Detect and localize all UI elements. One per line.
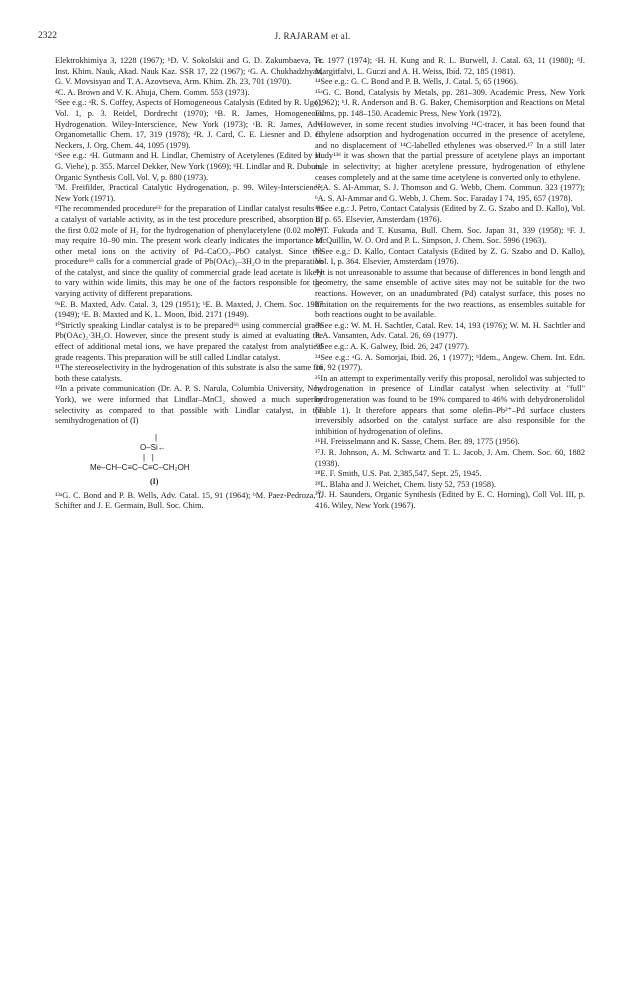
reference-entry: ¹⁶However, in some recent studies involving ¹⁴C-tracer, it has been found that ethylene adsorption and hydrogenation occurred in the presence of acetylene, and no displacement of ¹⁴C-labelled ethylenes was observed.¹⁷ In a still later study¹³ᵈ it was shown that the partial pressure of acetylene plays an important role in selectivity; at higher acetylene pressure, hydrogenation of ethylene ceases completely and at the same time acetylene is converted only to ethylene. xyxy=(315,119,585,182)
reference-entry: ¹²In a private communication (Dr. A. P. S. Narula, Columbia University, New York), we were informed that Lindlar–MnCl₂ showed a much superior selectivity as compared to that possible with Lindlar catalyst, in the semihydrogenation of (I) xyxy=(55,384,323,426)
reference-entry: ¹¹The stereoselectivity in the hydrogenation of this substrate is also the same for both these catalysts. xyxy=(55,363,323,383)
reference-entry: ²⁸E. F. Smith, U.S. Pat. 2,385,547, Sept. 25, 1945. xyxy=(315,469,482,479)
reference-entry: ²⁰See e.g.: D. Kallo, Contact Catalysis (Edited by Z. G. Szabo and D. Kallo), Vol. I, p. 364. Elsevier, Amsterdam (1976). xyxy=(315,246,585,267)
reference-entry: ¹⁹ᵃT. Fukuda and T. Kusama, Bull. Chem. Soc. Japan 31, 339 (1958); ᵇF. J. McQuillin, W. O. Ord and P. L. Simpson, J. Chem. Soc. 5996 (1963). xyxy=(315,225,585,246)
structure-line: O–Si← xyxy=(140,442,166,452)
reference-entry: ²²See e.g.: W. M. H. Sachtler, Catal. Rev. 14, 193 (1976); W. M. H. Sachtler and P. A. Vansanten, Adv. Catal. 26, 69 (1977). xyxy=(315,320,585,341)
reference-entry: ¹⁸See e.g.: J. Petro, Contact Catalysis (Edited by Z. G. Szabo and D. Kallo), Vol. II, p. 65. Elsevier, Amsterdam (1976). xyxy=(315,204,585,224)
reference-entry: Elektrokhimiya 3, 1228 (1967); ᵇD. V. Sokolskii and G. D. Zakumbaeva, Tr. Inst. Khim. Nauk, Akad. Nauk Kaz. SSR 17, 22 (1967); ᶜG. A. Chukhadzhyan, G. V. Movsisyan and T. A. Azovtseva, Arm. Khim. Zh. 23, 701 (1970). xyxy=(55,56,323,87)
chemical-structure xyxy=(55,433,323,487)
structure-label: (I) xyxy=(150,476,159,486)
structure-line: | | xyxy=(143,452,154,462)
reference-entry: ¹⁰Strictly speaking Lindlar catalyst is to be prepared⁶ᵇ using commercial grade Pb(OAc)₂·3H₂O. However, since the present study is aimed at evaluating the effect of additional metal ions, we have prepared the catalyst from analytical grade reagents. This preparation will be still called Lindlar catalyst. xyxy=(55,320,323,362)
reference-entry: ²⁷J. R. Johnson, A. M. Schwartz and T. L. Jacob, J. Am. Chem. Soc. 60, 1882 (1938). xyxy=(315,447,585,468)
reference-entry: Fr. 1977 (1974); ᶜH. H. Kung and R. L. Burwell, J. Catal. 63, 11 (1980); ᵈJ. Margitfalvi, L. Guczi and A. H. Weiss, Ibid. 72, 185 (1981). xyxy=(315,56,585,76)
reference-entry: ⁹ᵃE. B. Maxted, Adv. Catal. 3, 129 (1951); ᵇE. B. Maxted, J. Chem. Soc. 1987 (1949); ᶜE. B. Maxted and K. L. Moon, Ibid. 2171 (1949). xyxy=(55,299,323,320)
structure-formula: Me–CH–C≡C–C≡C–CH₂OH xyxy=(90,462,190,472)
reference-entry: ²⁶H. Freisselmann and K. Sasse, Chem. Ber. 89, 1775 (1956). xyxy=(315,437,520,447)
reference-entry: ²⁵In an attempt to experimentally verify this proposal, nerolidol was subjected to hydrogenation in presence of Lindlar catalyst when selectivity at "full" hydrogeneration was found to be 19% compared to 46% with dehydronerolidol (Table 1). It therefore appears that some olefin–Pb²⁺–Pd surface clusters irreversibly adsorbed on the catalyst surface are also responsible for the inhibition of hydrogenation of olefins. xyxy=(315,373,585,436)
reference-entry: ⁶See e.g.: ᵃH. Gutmann and H. Lindlar, Chemistry of Acetylenes (Edited by H. G. Viehe), p. 355. Marcel Dekker, New York (1969); ᵇH. Lindlar and R. Dubuis, Organic Synthesis Coll. Vol. V, p. 880 (1973). xyxy=(55,151,323,182)
reference-entry: ¹⁴See e.g.: G. C. Bond and P. B. Wells, J. Catal. 5, 65 (1966). xyxy=(315,77,518,87)
structure-line: | xyxy=(155,432,158,442)
reference-entry: ³⁰J. H. Saunders, Organic Synthesis (Edited by E. C. Horning), Coll Vol. III, p. 416. Wiley, New York (1967). xyxy=(315,490,585,510)
reference-entry: ²⁹L. Blaha and J. Weichet, Chem. listy 52, 753 (1958). xyxy=(315,479,496,489)
reference-entry: ¹⁷ᵃA. S. Al-Ammar, S. J. Thomson and G. Webb, Chem. Commun. 323 (1977); ᵇA. S. Al-Ammar and G. Webb, J. Chem. Soc. Faraday I 74, 195, 657 (1978). xyxy=(315,183,585,203)
reference-entry: ²⁴See e.g.: ᵃG. A. Somorjai, Ibid. 26, 1 (1977); ᵇIdem., Angew. Chem. Int. Edn. 16, 92 (1977). xyxy=(315,352,585,373)
reference-entry: ²¹It is not unreasonable to assume that because of differences in bond length and geometry, the same ensemble of active sites may not be suitable for the two reactions. However, on an unadumbrated (Pd) catalyst surface, this poses no limitation on the requirements for the two reactions, as ensembles suitable for both reactions ought to be available. xyxy=(315,267,585,320)
reference-entry: ²³See e.g.: A. K. Galwey, Ibid. 26, 247 (1977). xyxy=(315,342,470,352)
running-head: J. RAJARAM et al. xyxy=(274,31,351,41)
reference-entry: ⁴C. A. Brown and V. K. Ahuja, Chem. Comm. 553 (1973). xyxy=(55,87,250,97)
page-number: 2322 xyxy=(38,31,57,41)
reference-entry: ¹⁵ᵃG. C. Bond, Catalysis by Metals, pp. 281–309. Academic Press, New York (1962); ᵇJ. R. Anderson and B. G. Baker, Chemisorption and Reactions on Metal Films, pp. 148–150. Academic Press, New York (1972). xyxy=(315,87,585,118)
right-column xyxy=(315,56,585,512)
reference-entry: ⁵See e.g.: ᵃR. S. Coffey, Aspects of Homogeneous Catalysis (Edited by R. Ugo), Vol. 1, p. 3. Reidel, Dordrecht (1970); ᵇB. R. James, Homogeneous Hydrogenation. Wiley-Interscience, New York (1973); ᶜB. R. James, Adv. Organometallic Chem. 17, 319 (1978); ᵈR. J. Card, C. E. Liesner and D. C. Neckers, J. Org. Chem. 44, 1095 (1979). xyxy=(55,98,323,150)
left-column xyxy=(55,56,323,512)
reference-entry: ⁷M. Freifilder, Practical Catalytic Hydrogenation, p. 99. Wiley-Interscience, New York (1971). xyxy=(55,183,323,203)
page-header xyxy=(38,31,587,45)
reference-entry: ¹³ᵃG. C. Bond and P. B. Wells, Adv. Catal. 15, 91 (1964); ᵇM. Paez-Pedroza, I. Schifter and J. E. Germain, Bull. Soc. Chim. xyxy=(55,490,323,511)
reference-entry: ⁸The recommended procedure⁶ᵇ for the preparation of Lindlar catalyst results in a catalyst of variable activity, as in the test procedure prescribed, absorption of the first 0.02 mole of H₂ for the hydrogenation of phenylacetylene (0.02 mole) may require 10–90 min. The present work clearly indicates the importance of other metal ions on the activity of Pd–CaCO₃–PbO catalyst. Since the procedure⁶ᵇ calls for a commercial grade of Pb(OAc)₂–3H₂O in the preparation of the catalyst, and since the quality of commercial grade lead acetate is likely to vary within wide limits, this may be one of the factors responsible for the varying activity of different preparations. xyxy=(55,204,323,299)
